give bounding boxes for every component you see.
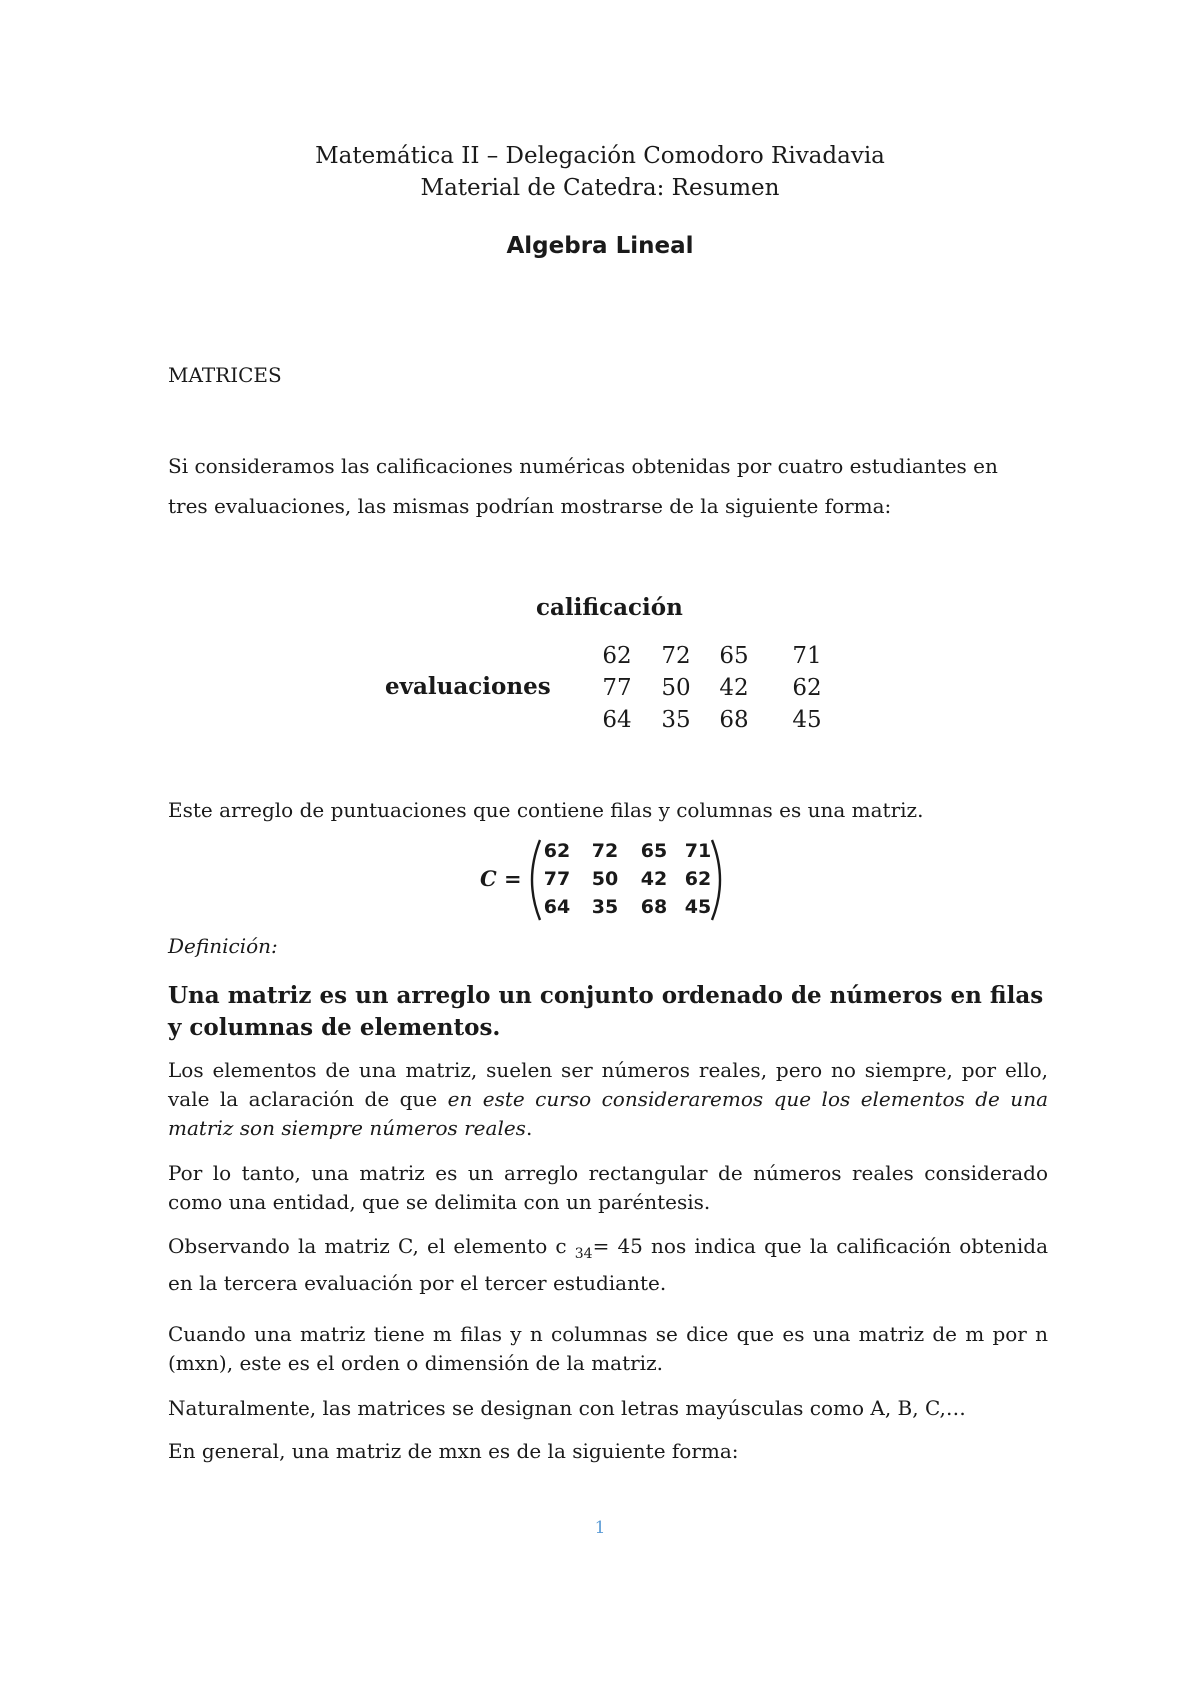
paragraph-c34-subscript: 34 <box>574 1246 593 1262</box>
page-number: 1 <box>594 1518 606 1538</box>
paragraph-elements-end: . <box>525 1116 533 1140</box>
matrix-c-cell: 45 <box>684 896 712 918</box>
matrix-c-label: C = <box>480 866 522 891</box>
matrix-c-cell: 64 <box>543 896 571 918</box>
matrix-c-cell: 77 <box>543 868 571 890</box>
matrix-intro-text: Este arreglo de puntuaciones que contiene filas y columnas es una matriz. <box>168 798 924 822</box>
paragraph-naming-text: Naturalmente, las matrices se designan con letras mayúsculas como A, B, C,… <box>168 1396 966 1420</box>
matrix-c-cell: 65 <box>640 840 668 862</box>
paragraph-naming <box>168 1394 1048 1423</box>
intro-line-1: Si consideramos las calificaciones numéricas obtenidas por cuatro estudiantes en <box>168 454 998 478</box>
matrix-c-cell: 71 <box>684 840 712 862</box>
paragraph-element-c34 <box>168 1232 1048 1298</box>
matrix-c-cell: 68 <box>640 896 668 918</box>
grades-column-label: calificación <box>536 594 683 621</box>
grade-cell: 62 <box>792 675 822 701</box>
grades-row-label: evaluaciones <box>385 673 551 700</box>
paragraph-order-text: Cuando una matriz tiene m filas y n columnas se dice que es una matriz de m por n (mxn), este es el orden o dimensión de la matriz. <box>168 1322 1048 1375</box>
grade-cell: 77 <box>602 675 632 701</box>
grade-cell: 45 <box>792 707 822 733</box>
grade-cell: 42 <box>719 675 749 701</box>
grade-cell: 71 <box>792 643 822 669</box>
grade-cell: 64 <box>602 707 632 733</box>
paragraph-rectangular-text: Por lo tanto, una matriz es un arreglo rectangular de números reales considerado como una entidad, que se delimita con un paréntesis. <box>168 1161 1048 1214</box>
header-course-line: Matemática II – Delegación Comodoro Rivadavia <box>315 143 885 169</box>
paragraph-c34-text-a: Observando la matriz C, el elemento c <box>168 1234 575 1258</box>
grade-cell: 35 <box>661 707 691 733</box>
paragraph-elements-text: Los elementos de una matriz, suelen ser números reales, pero no siempre, por ello, vale la aclaración de que <box>168 1058 1048 1111</box>
matrix-c-cell: 62 <box>543 840 571 862</box>
grade-cell: 65 <box>719 643 749 669</box>
matrix-c-cell: 72 <box>591 840 619 862</box>
grade-cell: 62 <box>602 643 632 669</box>
definition-label: Definición: <box>168 934 278 958</box>
matrix-c-cell: 50 <box>591 868 619 890</box>
grade-cell: 68 <box>719 707 749 733</box>
intro-line-2: tres evaluaciones, las mismas podrían mostrarse de la siguiente forma: <box>168 494 892 518</box>
header-material-line: Material de Catedra: Resumen <box>420 175 780 201</box>
paragraph-c34-text-b: = 45 nos indica que la calificación obtenida en la tercera evaluación por el tercer estudiante. <box>168 1234 1048 1295</box>
matrix-c-cell: 42 <box>640 868 668 890</box>
grade-cell: 50 <box>661 675 691 701</box>
paragraph-general-form <box>168 1437 1048 1466</box>
grade-cell: 72 <box>661 643 691 669</box>
paragraph-rectangular <box>168 1159 1048 1217</box>
matrix-c-cell: 62 <box>684 868 712 890</box>
paragraph-general-form-text: En general, una matriz de mxn es de la siguiente forma: <box>168 1439 739 1463</box>
matrix-c-cell: 35 <box>591 896 619 918</box>
subject-title: Algebra Lineal <box>506 233 694 259</box>
paragraph-order <box>168 1320 1048 1378</box>
paragraph-elements-emphasis: en este curso consideraremos que los elementos de una matriz son siempre números reales <box>168 1087 1048 1140</box>
section-title: MATRICES <box>168 363 282 387</box>
paragraph-elements <box>168 1056 1048 1143</box>
definition-text: Una matriz es un arreglo un conjunto ordenado de números en filas y columnas de elementos. <box>168 982 1044 1041</box>
